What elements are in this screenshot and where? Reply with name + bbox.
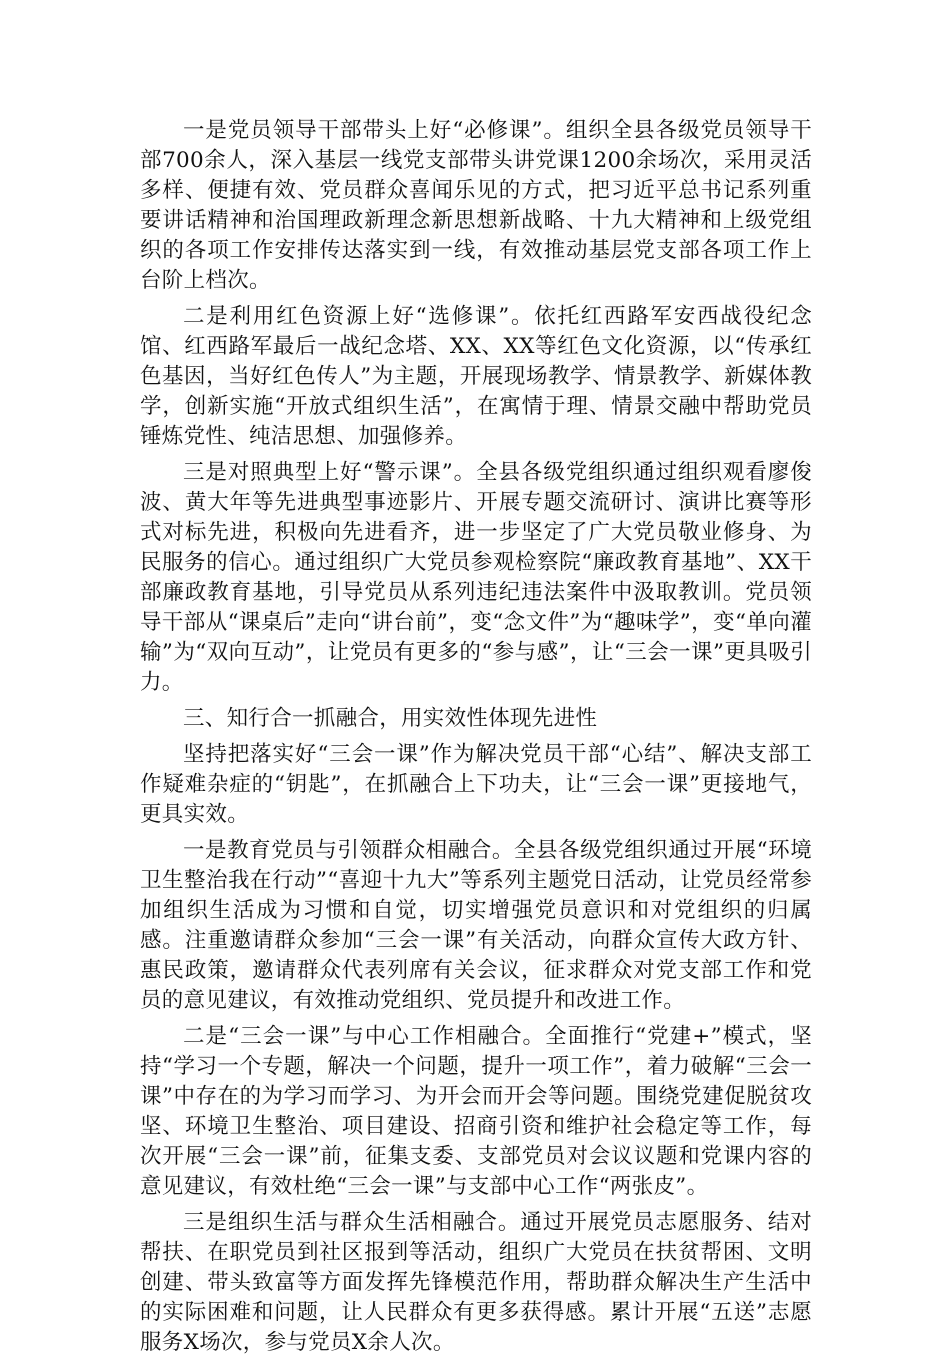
- paragraph-required-course: 一是党员领导干部带头上好“必修课”。组织全县各级党员领导干部700余人，深入基层一线党支部带头讲党课1200余场次，采用灵活多样、便捷有效、党员群众喜闻乐见的方式，把习近平总书记系列重要讲话精神和治国理政新理念新思想新战略、十九大精神和上级党组织的各项工作安排传达落实到一线，有效推动基层党支部各项工作上台阶上档次。: [140, 118, 812, 293]
- paragraph-central-work-integration: 二是“三会一课”与中心工作相融合。全面推行“党建+”模式，坚持“学习一个专题，解决一个问题，提升一项工作”，着力破解“三会一课”中存在的为学习而学习、为开会而开会等问题。围绕党建促脱贫攻坚、环境卫生整治、项目建设、招商引资和维护社会稳定等工作，每次开展“三会一课”前，征集支委、支部党员对会议议题和党课内容的意见建议，有效杜绝“三会一课”与支部中心工作“两张皮”。: [140, 1024, 812, 1199]
- paragraph-community-integration: 三是组织生活与群众生活相融合。通过开展党员志愿服务、结对帮扶、在职党员到社区报到等活动，组织广大党员在扶贫帮困、文明创建、带头致富等方面发挥先锋模范作用，帮助群众解决生产生活中的实际困难和问题，让人民群众有更多获得感。累计开展“五送”志愿服务X场次，参与党员X余人次。: [140, 1210, 812, 1355]
- document-body: [140, 116, 812, 1364]
- section-heading-integration: 三、知行合一抓融合，用实效性体现先进性: [183, 706, 598, 731]
- paragraph-education-integration: 一是教育党员与引领群众相融合。全县各级党组织通过开展“环境卫生整治我在行动”“喜迎十九大”等系列主题党日活动，让党员经常参加组织生活成为习惯和自觉，切实增强党员意识和对党组织的归属感。注重邀请群众参加“三会一课”有关活动，向群众宣传大政方针、惠民政策，邀请群众代表列席有关会议，征求群众对党支部工作和党员的意见建议，有效推动党组织、党员提升和改进工作。: [140, 838, 812, 1013]
- paragraph-elective-course: 二是利用红色资源上好“选修课”。依托红西路军安西战役纪念馆、红西路军最后一战纪念塔、XX、XX等红色文化资源，以“传承红色基因，当好红色传人”为主题，开展现场教学、情景教学、新媒体教学，创新实施“开放式组织生活”，在寓情于理、情景交融中帮助党员锤炼党性、纯洁思想、加强修养。: [140, 304, 812, 449]
- paragraph-integration-intro: 坚持把落实好“三会一课”作为解决党员干部“心结”、解决支部工作疑难杂症的“钥匙”，在抓融合上下功夫，让“三会一课”更接地气，更具实效。: [140, 742, 812, 827]
- paragraph-warning-course: 三是对照典型上好“警示课”。全县各级党组织通过组织观看廖俊波、黄大年等先进典型事迹影片、开展专题交流研讨、演讲比赛等形式对标先进，积极向先进看齐，进一步坚定了广大党员敬业修身、为民服务的信心。通过组织广大党员参观检察院“廉政教育基地”、XX干部廉政教育基地，引导党员从系列违纪违法案件中汲取教训。党员领导干部从“课桌后”走向“讲台前”，变“念文件”为“趣味学”，变“单向灌输”为“双向互动”，让党员有更多的“参与感”，让“三会一课”更具吸引力。: [140, 460, 812, 695]
